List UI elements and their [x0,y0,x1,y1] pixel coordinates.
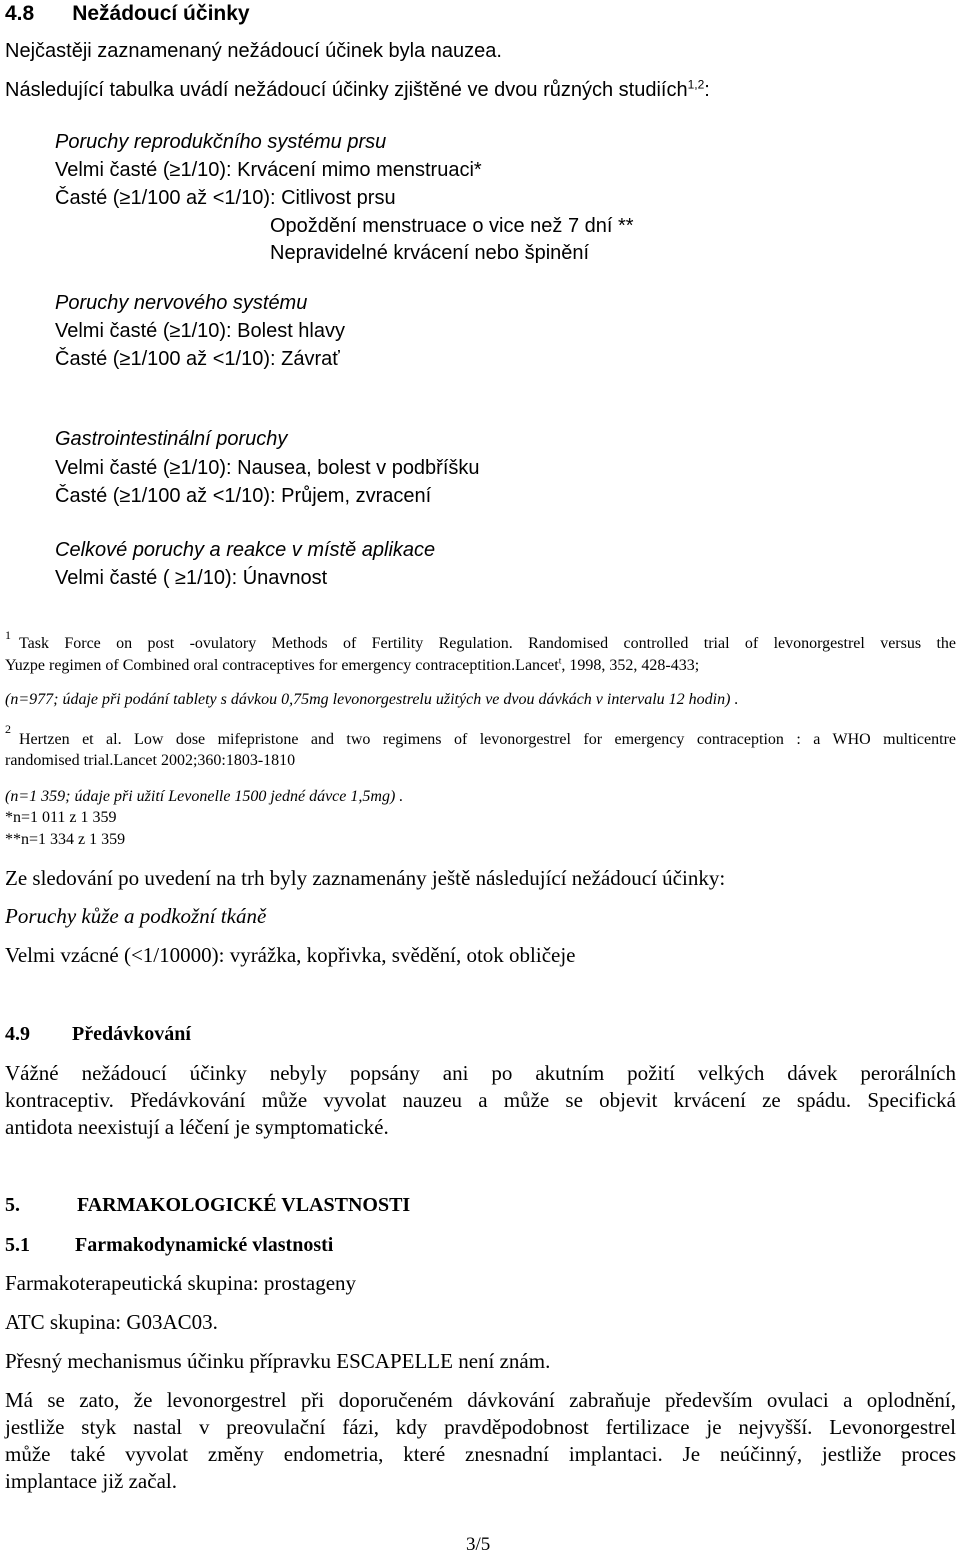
ref-1-sup: t [558,655,562,667]
group-heading-general: Celkové poruchy a reakce v místě aplikace [55,539,436,561]
ref-2-line-b: randomised trial.Lancet 2002;360:1803-1810 [5,752,296,769]
mechanism-para-line-4: implantace již začal. [5,1469,177,1493]
section-5-1-heading [5,1235,333,1255]
mechanism-para-line-1: Má se zato, že levonorgestrel při doporučeném dávkování zabraňuje především ovulaci a oplodnění, [5,1388,956,1412]
ref-1-tail: , 1998, 352, 428-433; [561,657,700,674]
postmarketing-heading: Poruchy kůže a podkožní tkáně [5,904,267,928]
gastro-very-common: Velmi časté (≥1/10): Nausea, bolest v podbříšku [55,457,480,479]
postmarketing-intro: Ze sledování po uvedení na trh byly zaznamenány ještě následující nežádoucí účinky: [5,866,726,890]
ref-1-text: Yuzpe regimen of Combined oral contraceptives for emergency contraceptition.Lancet [5,657,559,674]
general-very-common: Velmi časté ( ≥1/10): Únavnost [55,567,328,589]
group-heading-gastro: Gastrointestinální poruchy [55,428,288,450]
mechanism-line: Přesný mechanismus účinku přípravku ESCAPELLE není znám. [5,1349,551,1373]
atc-group: ATC skupina: G03AC03. [5,1310,218,1334]
gastro-common: Časté (≥1/100 až <1/10): Průjem, zvracení [55,485,432,507]
intro-line-2 [5,77,710,101]
section-number: 4.8 [5,2,35,25]
nervous-common: Časté (≥1/100 až <1/10): Závrať [55,348,340,370]
pharmacotherapeutic-group: Farmakoterapeutická skupina: prostageny [5,1271,357,1295]
group-heading-nervous: Poruchy nervového systému [55,292,308,314]
ref-1-number: 1 [5,628,11,642]
nervous-very-common: Velmi časté (≥1/10): Bolest hlavy [55,320,345,342]
repro-common: Časté (≥1/100 až <1/10): Citlivost prsu [55,187,396,209]
overdose-line-1: Vážné nežádoucí účinky nebyly popsány ani po akutním požití velkých dávek perorálních [5,1061,956,1085]
section-number: 4.9 [5,1023,30,1045]
page-number: 3/5 [466,1534,491,1555]
mechanism-para-line-2: jestliže styk nastal v preovulační fázi, kdy pravděpodobnost fertilizace je nejvyšší. Levonorgestrel [5,1415,956,1439]
section-title: FARMAKOLOGICKÉ VLASTNOSTI [77,1194,411,1216]
section-4-9-heading [5,1024,191,1044]
ref-2-note: (n=1 359; údaje při užití Levonelle 1500 jedné dávce 1,5mg) . [5,788,404,805]
section-title: Předávkování [72,1023,191,1045]
postmarketing-line: Velmi vzácné (<1/10000): vyrážka, kopřivka, svědění, otok obličeje [5,943,576,967]
intro-line-1: Nejčastěji zaznamenaný nežádoucí účinek byla nauzea. [5,40,502,62]
footnote-star-1: *n=1 011 z 1 359 [5,809,117,826]
intro-colon: : [704,79,710,101]
ref-1-note: (n=977; údaje při podání tablety s dávkou 0,75mg levonorgestrelu užitých ve dvou dávkách v intervalu 12 hodin) . [5,691,739,708]
ref-1-line-b [5,655,700,674]
mechanism-para-line-3: může také vyvolat změny endometria, které znesnadní implantaci. Je neúčinný, jestliže proces [5,1442,956,1466]
repro-very-common: Velmi časté (≥1/10): Krvácení mimo menstruaci* [55,159,482,181]
ref-1-line-a: Task Force on post -ovulatory Methods of Fertility Regulation. Randomised controlled trial of levonorgestrel versus the [19,635,956,652]
ref-2-number: 2 [5,722,11,736]
repro-common-3: Nepravidelné krvácení nebo špinění [270,242,590,264]
ref-2-line-a: Hertzen et al. Low dose mifepristone and two regimens of levonorgestrel for emergency contraception : a WHO multicentre [19,731,956,748]
section-number: 5.1 [5,1234,30,1256]
group-heading-repro: Poruchy reprodukčního systému prsu [55,131,387,153]
reference-superscript: 1,2 [687,77,705,92]
section-number: 5. [5,1194,20,1216]
section-4-8-heading [5,3,250,24]
overdose-line-3: antidota neexistují a léčení je symptomatické. [5,1115,389,1139]
overdose-line-2: kontraceptiv. Předávkování může vyvolat nauzeu a může se objevit krvácení ze spádu. Specifická [5,1088,956,1112]
section-title: Nežádoucí účinky [72,2,250,25]
section-title: Farmakodynamické vlastnosti [75,1234,334,1256]
repro-common-2: Opoždění menstruace o vice než 7 dní ** [270,215,634,237]
footnote-star-2: **n=1 334 z 1 359 [5,831,126,848]
intro-text: Následující tabulka uvádí nežádoucí účinky zjištěné ve dvou různých studiích [5,79,688,101]
section-5-heading [5,1195,410,1215]
